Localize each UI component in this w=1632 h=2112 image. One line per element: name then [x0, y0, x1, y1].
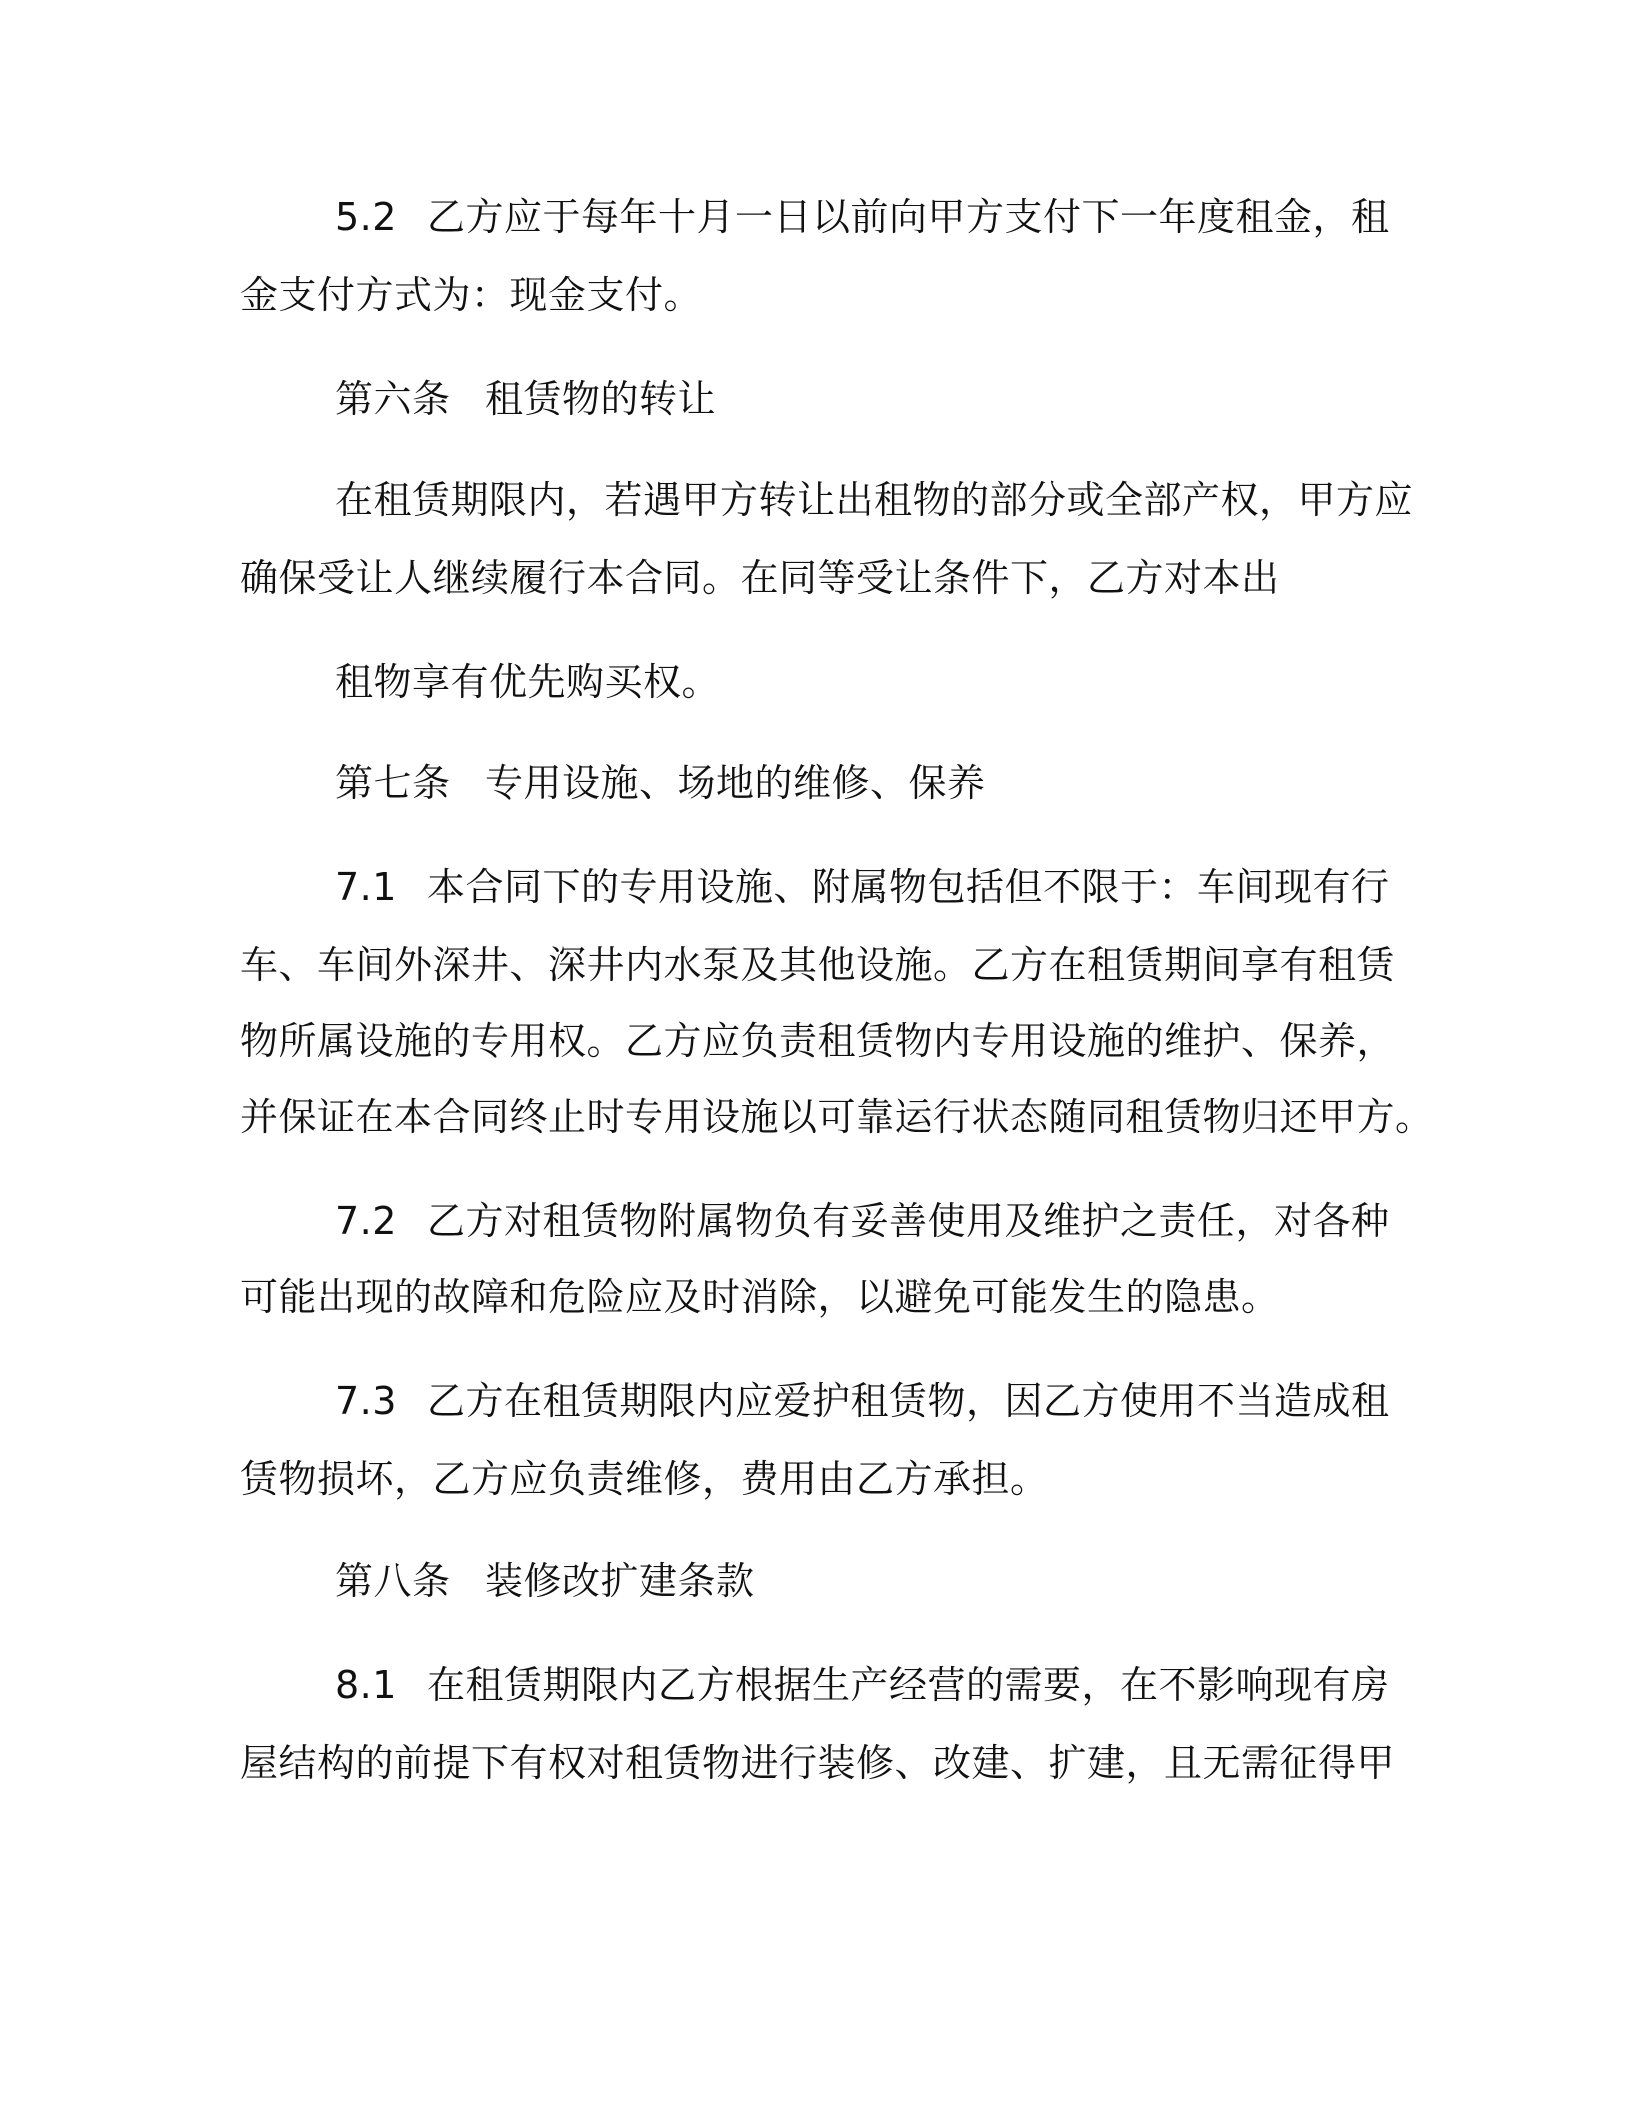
clause-5-2-line-1: [335, 192, 1390, 242]
clause-text: 本合同下的专用设施、附属物包括但不限于：车间现有行: [427, 865, 1390, 909]
clause-7-1-line-4: 并保证在本合同终止时专用设施以可靠运行状态随同租赁物归还甲方。: [240, 1095, 1434, 1139]
article-number: 第八条: [335, 1559, 451, 1603]
article-6-heading: [335, 374, 716, 424]
clause-7-1-line-2: 车、车间外深井、深井内水泵及其他设施。乙方在租赁期间享有租赁: [240, 943, 1396, 987]
clause-number: 7.2: [335, 1199, 397, 1243]
clause-number: 8.1: [335, 1663, 397, 1707]
clause-text: 乙方在租赁期限内应爱护租赁物，因乙方使用不当造成租: [427, 1379, 1390, 1423]
clause-7-2-line-2: 可能出现的故障和危险应及时消除，以避免可能发生的隐患。: [240, 1275, 1280, 1319]
paragraph-transfer-line-3: 租物享有优先购买权。: [335, 660, 721, 704]
article-number: 第六条: [335, 377, 451, 421]
clause-8-1-line-1: [335, 1660, 1390, 1710]
clause-text: 在租赁期限内乙方根据生产经营的需要，在不影响现有房: [427, 1663, 1390, 1707]
clause-7-3-line-2: 赁物损坏，乙方应负责维修，费用由乙方承担。: [240, 1457, 1049, 1501]
article-title: 装修改扩建条款: [485, 1559, 755, 1603]
article-number: 第七条: [335, 761, 451, 805]
clause-7-3-line-1: [335, 1376, 1390, 1426]
article-7-heading: [335, 758, 986, 808]
clause-7-1-line-3: 物所属设施的专用权。乙方应负责租赁物内专用设施的维护、保养，: [240, 1019, 1396, 1063]
clause-number: 7.1: [335, 865, 397, 909]
paragraph-transfer-line-1: 在租赁期限内，若遇甲方转让出租物的部分或全部产权，甲方应: [335, 478, 1414, 522]
paragraph-transfer-line-2: 确保受让人继续履行本合同。在同等受让条件下，乙方对本出: [240, 556, 1280, 600]
clause-7-1-line-1: [335, 862, 1390, 912]
clause-8-1-line-2: 屋结构的前提下有权对租赁物进行装修、改建、扩建，且无需征得甲: [240, 1741, 1396, 1785]
clause-text: 乙方对租赁物附属物负有妥善使用及维护之责任，对各种: [427, 1199, 1390, 1243]
article-8-heading: [335, 1556, 755, 1606]
clause-number: 7.3: [335, 1379, 397, 1423]
article-title: 专用设施、场地的维修、保养: [485, 761, 986, 805]
clause-text: 乙方应于每年十月一日以前向甲方支付下一年度租金，租: [427, 195, 1390, 239]
article-title: 租赁物的转让: [485, 377, 717, 421]
clause-5-2-line-2: 金支付方式为：现金支付。: [240, 273, 703, 317]
clause-number: 5.2: [335, 195, 397, 239]
clause-7-2-line-1: [335, 1196, 1390, 1246]
